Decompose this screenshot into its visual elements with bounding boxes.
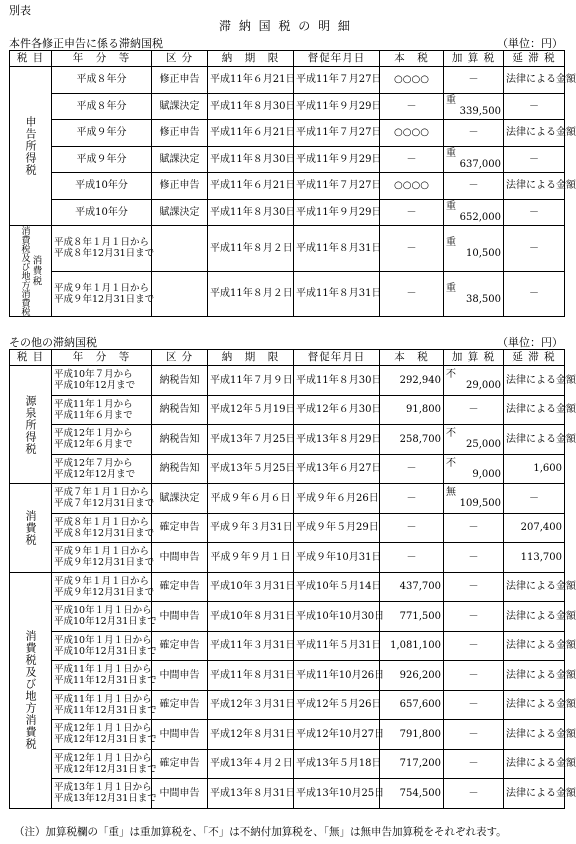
penalty-cell: －: [444, 572, 504, 602]
notice-date-cell: 平成11年９月29日: [294, 93, 380, 120]
due-date-cell: 平成10年８月31日: [208, 602, 294, 632]
tax-category-label: 申告所得税: [24, 116, 37, 176]
penalty-mark: 重: [446, 237, 456, 249]
penalty-cell: [444, 226, 504, 272]
attachment-label: 別表: [9, 4, 31, 17]
tax-category-label: 消費税及び地方消費税: [24, 630, 37, 750]
notice-date-cell: 平成９年６月26日: [294, 484, 380, 514]
period-start: 平成９年１月１日から: [54, 282, 150, 294]
notice-date-cell: 平成12年５月26日: [294, 690, 380, 720]
due-date-cell: 平成13年８月31日: [208, 779, 294, 809]
kind-cell: 確定申告: [152, 513, 208, 543]
header-kind: 区 分: [152, 350, 208, 366]
table-row: [10, 749, 565, 779]
penalty-amount: 652,000: [459, 212, 501, 224]
table-other-delinquent: [9, 349, 576, 809]
penalty-cell: －: [444, 720, 504, 750]
penalty-amount: 38,500: [466, 293, 501, 305]
principal-cell: 926,200: [380, 661, 444, 691]
principal-cell: 754,500: [380, 779, 444, 809]
period-end: 平成10年12月まで: [54, 380, 136, 392]
table-row: [10, 173, 565, 200]
kind-cell: 確定申告: [152, 690, 208, 720]
section2-caption: その他の滞納国税: [9, 336, 97, 349]
delinquency-cell: 法律による金額: [504, 779, 565, 809]
period-end: 平成11年６月まで: [54, 409, 133, 421]
tax-category: [10, 366, 52, 484]
table-header-row: [10, 51, 565, 67]
header-year: 年 分 等: [52, 51, 152, 67]
header-delinquency: 延 滞 税: [504, 51, 565, 67]
notice-date-cell: 平成13年10月25日: [294, 779, 380, 809]
penalty-mark: 無: [446, 487, 456, 499]
due-date-cell: 平成11年６月21日: [208, 120, 294, 147]
delinquency-cell: －: [504, 271, 565, 317]
header-principal: 本 税: [380, 51, 444, 67]
section2-unit: （単位：円）: [497, 336, 563, 349]
period-cell: [52, 572, 155, 602]
penalty-cell: －: [444, 395, 504, 425]
penalty-amount: 25,000: [466, 439, 501, 451]
period-end: 平成８年12月31日まで: [54, 527, 155, 539]
due-date-cell: 平成11年６月21日: [208, 173, 294, 200]
period-end: 平成９年12月31日まで: [54, 586, 155, 598]
header-tax: 税 目: [10, 350, 52, 366]
notice-date-cell: 平成13年８月29日: [294, 425, 380, 455]
due-date-cell: 平成11年７月９日: [208, 366, 294, 396]
header-due: 納 期 限: [208, 51, 294, 67]
tax-category-consumption-label: 消費税: [30, 255, 42, 287]
penalty-cell: －: [444, 543, 504, 573]
delinquency-cell: 法律による金額: [504, 749, 565, 779]
table-row: [10, 720, 565, 750]
header-notice: 督促年月日: [294, 51, 380, 67]
delinquency-cell: 法律による金額: [504, 690, 565, 720]
period-cell: [52, 690, 157, 720]
notice-date-cell: 平成11年10月26日: [294, 661, 380, 691]
due-date-cell: 平成11年８月２日: [208, 226, 294, 272]
period-cell: 平成９年分: [52, 120, 152, 147]
period-cell: [52, 484, 155, 514]
penalty-mark: 重: [446, 282, 456, 294]
header-tax: 税 目: [10, 51, 52, 67]
notice-date-cell: 平成13年６月27日: [294, 454, 380, 484]
kind-cell: 修正申告: [152, 120, 208, 147]
period-start: 平成13年１月１日から: [54, 782, 152, 794]
period-cell: [52, 454, 152, 484]
penalty-mark: 重: [446, 201, 456, 213]
tax-category-labels: [12, 226, 49, 316]
notice-date-cell: 平成９年10月31日: [294, 543, 380, 573]
kind-cell: 賦課決定: [152, 146, 208, 173]
table-row: [10, 543, 565, 573]
period-cell: [52, 543, 155, 573]
table-row: [10, 226, 565, 272]
notice-date-cell: 平成11年７月27日: [294, 120, 380, 147]
principal-cell: －: [380, 484, 444, 514]
due-date-cell: 平成11年８月31日: [208, 661, 294, 691]
period-end: 平成10年12月31日まで: [54, 645, 157, 657]
notice-date-cell: 平成11年７月27日: [294, 67, 380, 94]
principal-cell: －: [380, 146, 444, 173]
period-start: 平成10年１月１日から: [54, 634, 152, 646]
penalty-cell: [444, 425, 504, 455]
header-delinquency: 延 滞 税: [504, 350, 565, 366]
penalty-cell: －: [444, 779, 504, 809]
section1-unit: （単位：円）: [497, 37, 563, 50]
principal-cell: －: [380, 271, 444, 317]
principal-cell: 292,940: [380, 366, 444, 396]
table-row: [10, 631, 565, 661]
delinquency-cell: 法律による金額: [504, 631, 565, 661]
due-date-cell: 平成13年４月２日: [208, 749, 294, 779]
notice-date-cell: 平成12年６月30日: [294, 395, 380, 425]
kind-cell: 修正申告: [152, 67, 208, 94]
penalty-amount: 637,000: [459, 159, 501, 171]
penalty-mark: 不: [446, 369, 456, 381]
header-principal: 本 税: [380, 350, 444, 366]
table-row: [10, 146, 565, 173]
tax-category-label: 源泉所得税: [24, 394, 37, 455]
period-cell: 平成９年分: [52, 146, 152, 173]
period-cell: [52, 602, 157, 632]
penalty-cell: －: [444, 690, 504, 720]
penalty-amount: 29,000: [466, 380, 501, 392]
due-date-cell: 平成11年８月２日: [208, 271, 294, 317]
due-date-cell: 平成11年３月31日: [208, 631, 294, 661]
period-cell: 平成８年分: [52, 67, 152, 94]
penalty-cell: －: [444, 602, 504, 632]
penalty-cell: －: [444, 661, 504, 691]
principal-cell: －: [380, 93, 444, 120]
due-date-cell: 平成９年３月31日: [208, 513, 294, 543]
due-date-cell: 平成９年９月１日: [208, 543, 294, 573]
table-row: [10, 120, 565, 147]
table-row: [10, 484, 565, 514]
kind-cell: 中間申告: [152, 720, 208, 750]
kind-cell: 納税告知: [152, 454, 208, 484]
delinquency-cell: －: [504, 226, 565, 272]
kind-cell: 納税告知: [152, 395, 208, 425]
delinquency-cell: 法律による金額: [504, 67, 565, 94]
period-end: 平成９年12月31日まで: [54, 557, 155, 569]
principal-cell: 791,800: [380, 720, 444, 750]
period-cell: [52, 271, 155, 317]
notice-date-cell: 平成11年９月29日: [294, 199, 380, 226]
period-end: 平成12年12月31日まで: [54, 763, 157, 775]
period-start: 平成12年１月１日から: [54, 723, 152, 735]
period-cell: [52, 395, 152, 425]
delinquency-cell: 法律による金額: [504, 425, 565, 455]
due-date-cell: 平成12年８月31日: [208, 720, 294, 750]
header-penalty: 加 算 税: [444, 51, 504, 67]
principal-cell: ○○○○: [380, 120, 444, 147]
principal-cell: 437,700: [380, 572, 444, 602]
penalty-cell: －: [444, 173, 504, 200]
notice-date-cell: 平成11年５月31日: [294, 631, 380, 661]
due-date-cell: 平成11年６月21日: [208, 67, 294, 94]
table-row: [10, 454, 565, 484]
period-start: 平成８年１月１日から: [54, 516, 150, 528]
period-end: 平成13年12月31日まで: [54, 793, 157, 805]
period-start: 平成11年１月１日から: [54, 664, 152, 676]
table-row: [10, 661, 565, 691]
table-row: [10, 366, 565, 396]
kind-cell: 確定申告: [152, 631, 208, 661]
penalty-cell: －: [444, 631, 504, 661]
period-start: 平成10年７月から: [54, 369, 133, 381]
section1-caption: 本件各修正申告に係る滞納国税: [9, 37, 163, 50]
period-cell: 平成10年分: [52, 199, 152, 226]
penalty-cell: －: [444, 513, 504, 543]
period-cell: [52, 720, 157, 750]
penalty-cell: [444, 271, 504, 317]
table-row: [10, 513, 565, 543]
kind-cell: 確定申告: [152, 749, 208, 779]
period-start: 平成10年１月１日から: [54, 605, 152, 617]
principal-cell: 91,800: [380, 395, 444, 425]
period-start: 平成７年１月１日から: [54, 487, 150, 499]
header-notice: 督促年月日: [294, 350, 380, 366]
kind-cell: 中間申告: [152, 543, 208, 573]
due-date-cell: 平成12年５月19日: [208, 395, 294, 425]
footnote: （注）加算税欄の「重」は重加算税を、「不」は不納付加算税を、「無」は無申告加算税をそれぞれ表す。: [14, 826, 507, 838]
due-date-cell: 平成10年３月31日: [208, 572, 294, 602]
table-row: [10, 67, 565, 94]
period-cell: [52, 631, 157, 661]
header-due: 納 期 限: [208, 350, 294, 366]
kind-cell: 中間申告: [152, 661, 208, 691]
period-start: 平成12年１月１日から: [54, 752, 152, 764]
notice-date-cell: 平成10年10月30日: [294, 602, 380, 632]
penalty-cell: －: [444, 749, 504, 779]
period-cell: [52, 425, 152, 455]
document-title: 滞 納 国 税 の 明 細: [219, 19, 352, 33]
table-row: [10, 395, 565, 425]
period-cell: [52, 749, 157, 779]
principal-cell: －: [380, 513, 444, 543]
table-row: [10, 779, 565, 809]
penalty-amount: 10,500: [466, 248, 501, 260]
period-end: 平成８年12月31日まで: [54, 248, 155, 260]
tax-category: [10, 484, 52, 573]
penalty-mark: 重: [446, 95, 456, 107]
period-start: 平成11年１月１日から: [54, 693, 152, 705]
due-date-cell: 平成11年８月30日: [208, 199, 294, 226]
delinquency-cell: －: [504, 93, 565, 120]
penalty-cell: [444, 146, 504, 173]
notice-date-cell: 平成11年９月29日: [294, 146, 380, 173]
period-end: 平成７年12月31日まで: [54, 498, 155, 510]
due-date-cell: 平成11年８月30日: [208, 93, 294, 120]
delinquency-cell: 法律による金額: [504, 572, 565, 602]
penalty-cell: [444, 484, 504, 514]
table-row: [10, 572, 565, 602]
penalty-mark: 重: [446, 148, 456, 160]
period-start: 平成８年１月１日から: [54, 237, 150, 249]
delinquency-cell: 法律による金額: [504, 661, 565, 691]
notice-date-cell: 平成９年５月29日: [294, 513, 380, 543]
due-date-cell: 平成12年３月31日: [208, 690, 294, 720]
principal-cell: －: [380, 543, 444, 573]
table-row: [10, 690, 565, 720]
header-penalty: 加 算 税: [444, 350, 504, 366]
delinquency-cell: －: [504, 484, 565, 514]
tax-category: [10, 67, 52, 226]
principal-cell: －: [380, 454, 444, 484]
tax-category-label: 消費税: [24, 509, 37, 546]
period-end: 平成９年12月31日まで: [54, 293, 155, 305]
period-start: 平成９年１月１日から: [54, 575, 150, 587]
tax-category: [10, 572, 52, 808]
header-kind: 区 分: [152, 51, 208, 67]
table-modified-returns: [9, 50, 576, 317]
period-cell: [52, 226, 155, 272]
notice-date-cell: 平成11年８月31日: [294, 226, 380, 272]
principal-cell: 657,600: [380, 690, 444, 720]
table-row: [10, 93, 565, 120]
period-start: 平成11年１月から: [54, 398, 133, 410]
notice-date-cell: 平成11年８月30日: [294, 366, 380, 396]
notice-date-cell: 平成11年８月31日: [294, 271, 380, 317]
notice-date-cell: 平成12年10月27日: [294, 720, 380, 750]
delinquency-cell: 法律による金額: [504, 120, 565, 147]
period-end: 平成12年６月まで: [54, 439, 133, 451]
tax-category-consumption: [10, 226, 52, 317]
notice-date-cell: 平成13年５月18日: [294, 749, 380, 779]
delinquency-cell: 法律による金額: [504, 720, 565, 750]
delinquency-cell: －: [504, 199, 565, 226]
delinquency-cell: 113,700: [504, 543, 565, 573]
due-date-cell: 平成９年６月６日: [208, 484, 294, 514]
delinquency-cell: 法律による金額: [504, 395, 565, 425]
penalty-amount: 339,500: [459, 106, 501, 118]
period-cell: [52, 661, 157, 691]
penalty-mark: 不: [446, 457, 456, 469]
penalty-cell: －: [444, 67, 504, 94]
penalty-amount: 9,000: [472, 468, 501, 480]
principal-cell: －: [380, 226, 444, 272]
delinquency-cell: 207,400: [504, 513, 565, 543]
penalty-cell: [444, 366, 504, 396]
penalty-amount: 109,500: [459, 498, 501, 510]
penalty-cell: [444, 199, 504, 226]
principal-cell: 771,500: [380, 602, 444, 632]
principal-cell: 1,081,100: [380, 631, 444, 661]
notice-date-cell: 平成11年７月27日: [294, 173, 380, 200]
kind-cell: 中間申告: [152, 779, 208, 809]
table-row: [10, 602, 565, 632]
notice-date-cell: 平成10年５月14日: [294, 572, 380, 602]
principal-cell: ○○○○: [380, 173, 444, 200]
period-cell: [52, 513, 155, 543]
penalty-cell: [444, 93, 504, 120]
principal-cell: 258,700: [380, 425, 444, 455]
due-date-cell: 平成13年７月25日: [208, 425, 294, 455]
kind-cell: [152, 271, 208, 317]
period-start: 平成９年１月１日から: [54, 546, 150, 558]
principal-cell: 717,200: [380, 749, 444, 779]
penalty-cell: －: [444, 120, 504, 147]
period-end: 平成12年12月まで: [54, 468, 136, 480]
period-end: 平成11年12月31日まで: [54, 704, 157, 716]
delinquency-cell: 法律による金額: [504, 173, 565, 200]
table-header-row: [10, 350, 565, 366]
table-row: [10, 271, 565, 317]
period-start: 平成12年１月から: [54, 428, 133, 440]
penalty-cell: [444, 454, 504, 484]
kind-cell: 賦課決定: [152, 93, 208, 120]
principal-cell: ○○○○: [380, 67, 444, 94]
penalty-mark: 不: [446, 428, 456, 440]
delinquency-cell: 法律による金額: [504, 602, 565, 632]
delinquency-cell: －: [504, 146, 565, 173]
kind-cell: 修正申告: [152, 173, 208, 200]
delinquency-cell: 1,600: [504, 454, 565, 484]
table-row: [10, 425, 565, 455]
period-start: 平成12年７月から: [54, 457, 133, 469]
kind-cell: [152, 226, 208, 272]
period-end: 平成12年12月31日まで: [54, 734, 157, 746]
period-cell: [52, 366, 152, 396]
header-year: 年 分 等: [52, 350, 152, 366]
period-cell: 平成８年分: [52, 93, 152, 120]
table-row: [10, 199, 565, 226]
period-end: 平成11年12月31日まで: [54, 675, 157, 687]
kind-cell: 中間申告: [152, 602, 208, 632]
period-cell: [52, 779, 157, 809]
kind-cell: 賦課決定: [152, 199, 208, 226]
due-date-cell: 平成13年５月25日: [208, 454, 294, 484]
kind-cell: 確定申告: [152, 572, 208, 602]
kind-cell: 賦課決定: [152, 484, 208, 514]
period-cell: 平成10年分: [52, 173, 152, 200]
principal-cell: －: [380, 199, 444, 226]
period-end: 平成10年12月31日まで: [54, 616, 157, 628]
kind-cell: 納税告知: [152, 425, 208, 455]
due-date-cell: 平成11年８月30日: [208, 146, 294, 173]
delinquency-cell: 法律による金額: [504, 366, 565, 396]
tax-category-consumption-local-label: 消費税及び地方消費税: [19, 226, 30, 316]
kind-cell: 納税告知: [152, 366, 208, 396]
